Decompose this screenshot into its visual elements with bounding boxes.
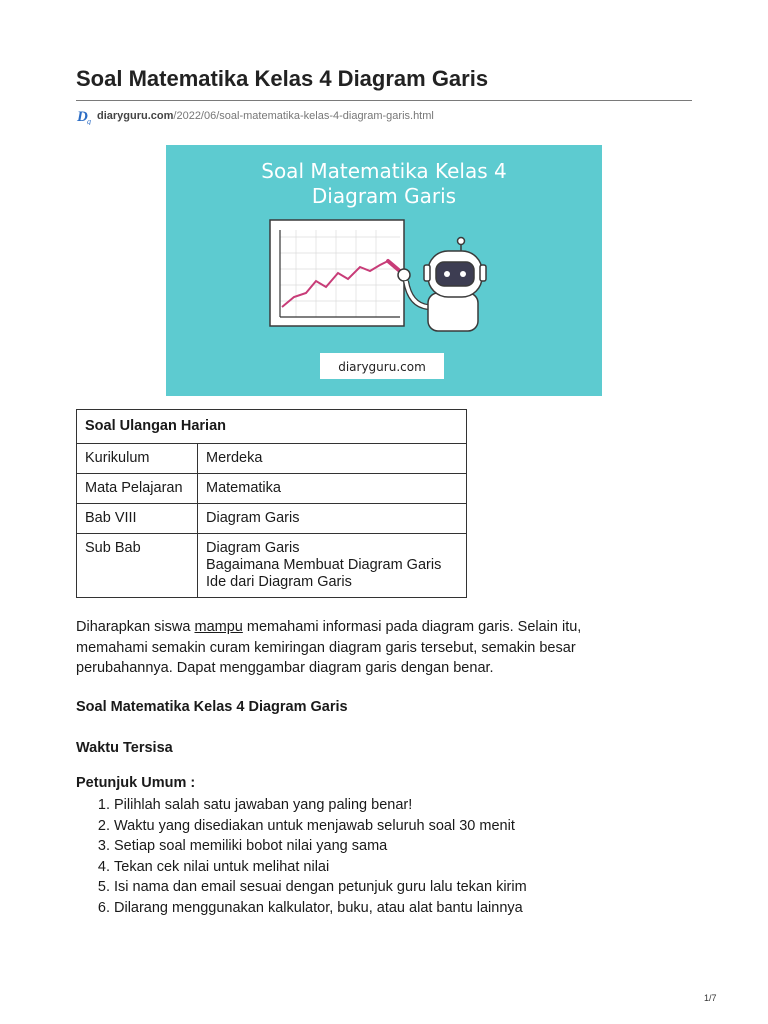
table-cell-label: Kurikulum [77,444,198,474]
svg-text:g: g [87,117,91,125]
table-cell-value: Matematika [198,474,467,504]
source-line [76,107,434,125]
diaryguru-logo-icon [76,107,94,125]
table-cell-label: Mata Pelajaran [77,474,198,504]
document-title: Soal Matematika Kelas 4 Diagram Garis [76,66,489,91]
list-item: 5. Isi nama dan email sesuai dengan petunjuk guru lalu tekan kirim [114,877,714,898]
subbab-item: Bagaimana Membuat Diagram Garis [206,557,442,573]
table-header: Soal Ulangan Harian [77,410,467,444]
hero-title-line2: Diagram Garis [311,184,457,208]
whiteboard-chart-illustration [270,220,404,326]
title-divider [76,100,692,101]
table-row [77,534,467,598]
table-cell-label: Bab VIII [77,504,198,534]
table-cell-value-list [198,534,467,598]
list-item: 2. Waktu yang disediakan untuk menjawab seluruh soal 30 menit [114,816,714,837]
intro-paragraph [76,617,636,679]
section-title: Soal Matematika Kelas 4 Diagram Garis [76,699,348,715]
table-cell-value: Diagram Garis [198,504,467,534]
list-item: 3. Setiap soal memiliki bobot nilai yang sama [114,836,714,857]
table-row [77,410,467,444]
source-domain[interactable]: diaryguru.com [97,110,174,122]
table-row [77,444,467,474]
page-number: 1/7 [704,993,717,1003]
instructions-title: Petunjuk Umum : [76,775,196,791]
time-remaining-label: Waktu Tersisa [76,740,173,756]
svg-text:D: D [77,109,88,125]
table-cell-label: Sub Bab [77,534,198,598]
source-path[interactable]: /2022/06/soal-matematika-kelas-4-diagram-garis.html [173,110,434,122]
table-row [77,504,467,534]
hero-title-line1: Soal Matematika Kelas 4 [261,159,507,183]
subbab-item: Ide dari Diagram Garis [206,574,352,590]
mampu-link[interactable]: mampu [194,619,243,635]
list-item: 1. Pilihlah salah satu jawaban yang paling benar! [114,795,714,816]
subbab-item: Diagram Garis [206,540,300,556]
table-row [77,474,467,504]
intro-text-start: Diharapkan siswa [76,619,195,635]
hero-banner-image [166,145,602,396]
hero-badge-text: diaryguru.com [338,360,426,374]
table-cell-value: Merdeka [198,444,467,474]
intro-text-rest: memahami informasi pada diagram garis. Selain itu, memahami semakin curam kemiringan diagram garis tersebut, semakin besar perubahannya. Dapat menggambar diagram garis dengan benar. [76,619,582,676]
list-item: 4. Tekan cek nilai untuk melihat nilai [114,857,714,878]
instructions-list [76,795,714,918]
list-item: 6. Dilarang menggunakan kalkulator, buku, atau alat bantu lainnya [114,898,714,919]
info-table [76,409,467,598]
